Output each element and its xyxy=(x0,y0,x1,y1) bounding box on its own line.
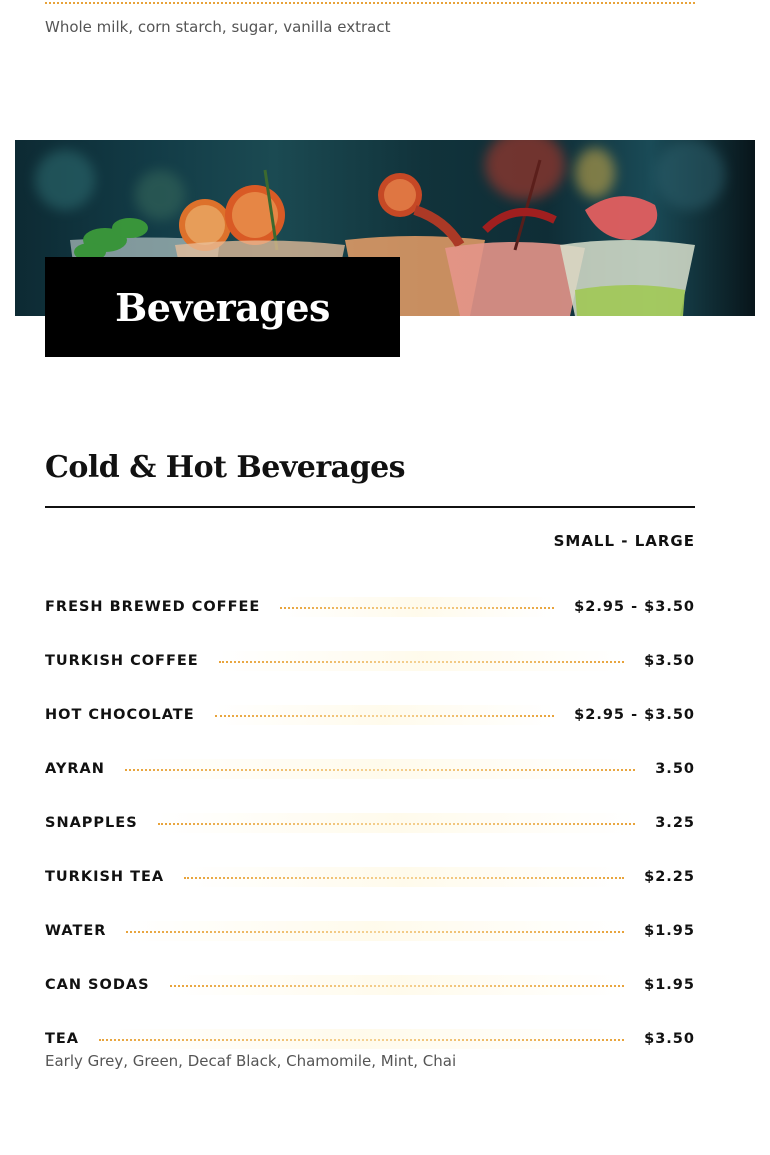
list-item xyxy=(45,688,695,742)
item-name: CAN SODAS xyxy=(45,977,150,993)
list-item xyxy=(45,850,695,904)
dotted-leader xyxy=(158,823,636,825)
item-price: $1.95 xyxy=(644,923,695,939)
list-item xyxy=(45,634,695,688)
item-name: WATER xyxy=(45,923,107,939)
dotted-leader xyxy=(125,769,635,771)
banner-title: Beverages xyxy=(115,284,330,330)
previous-item-leader xyxy=(45,0,695,4)
list-item xyxy=(45,904,695,958)
list-item xyxy=(45,742,695,796)
item-name: AYRAN xyxy=(45,761,105,777)
dotted-leader xyxy=(219,661,624,663)
item-name: SNAPPLES xyxy=(45,815,138,831)
item-name: TURKISH COFFEE xyxy=(45,653,199,669)
menu-list xyxy=(45,580,695,1066)
size-label: SMALL - LARGE xyxy=(553,532,695,550)
item-price: $2.95 - $3.50 xyxy=(574,599,695,615)
banner-title-box xyxy=(45,257,400,357)
section-divider xyxy=(45,506,695,508)
tea-description: Early Grey, Green, Decaf Black, Chamomile, Mint, Chai xyxy=(45,1052,457,1070)
item-price: 3.25 xyxy=(655,815,695,831)
item-price: 3.50 xyxy=(655,761,695,777)
dotted-leader xyxy=(126,931,624,933)
item-name: TURKISH TEA xyxy=(45,869,165,885)
previous-item-description: Whole milk, corn starch, sugar, vanilla extract xyxy=(45,18,391,36)
list-item xyxy=(45,958,695,1012)
dotted-leader xyxy=(215,715,555,717)
item-name: TEA xyxy=(45,1031,80,1047)
dotted-leader xyxy=(280,607,554,609)
item-name: HOT CHOCOLATE xyxy=(45,707,195,723)
list-item xyxy=(45,580,695,634)
item-price: $2.25 xyxy=(644,869,695,885)
item-price: $3.50 xyxy=(644,653,695,669)
item-price: $1.95 xyxy=(644,977,695,993)
dotted-leader xyxy=(170,985,625,987)
section-title: Cold & Hot Beverages xyxy=(45,450,406,485)
item-price: $3.50 xyxy=(644,1031,695,1047)
list-item xyxy=(45,796,695,850)
dotted-leader xyxy=(99,1039,624,1041)
item-name: FRESH BREWED COFFEE xyxy=(45,599,261,615)
dotted-leader xyxy=(184,877,624,879)
item-price: $2.95 - $3.50 xyxy=(574,707,695,723)
